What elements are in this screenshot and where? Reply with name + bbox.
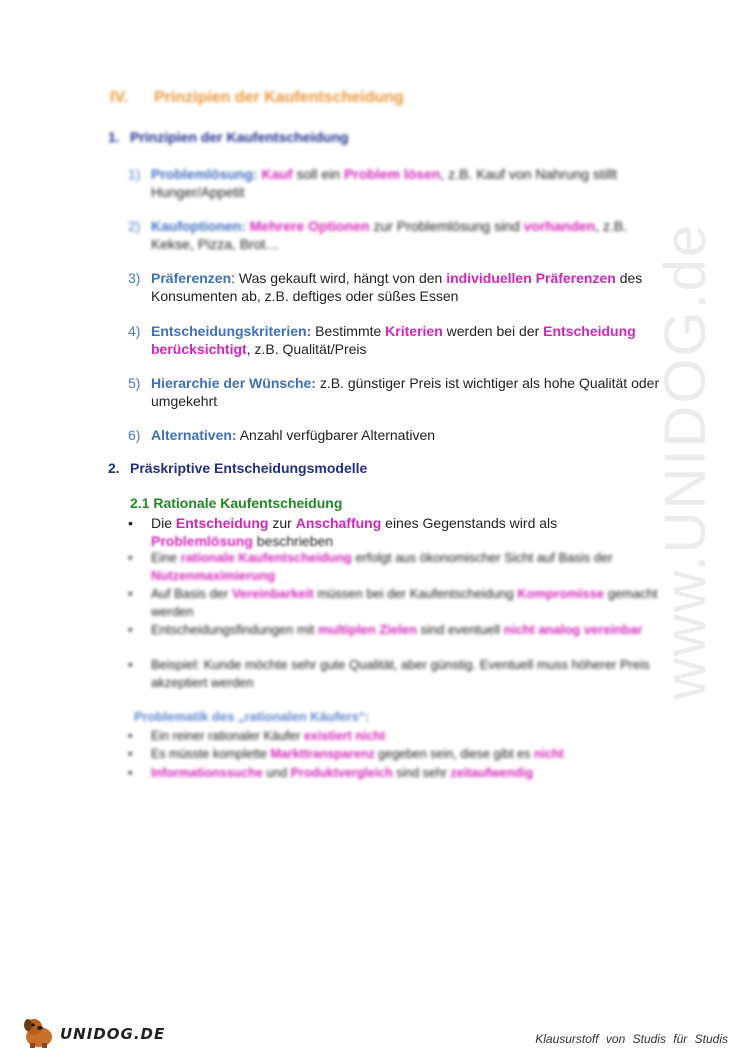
keyword: Präferenzen (151, 270, 232, 286)
bullet-item (128, 656, 658, 692)
item-number: 3) (128, 270, 141, 286)
keyword: Anschaffung (295, 515, 382, 531)
keyword: nicht analog vereinbar (503, 622, 643, 637)
keyword: Problem lösen (343, 166, 441, 182)
item-text (151, 374, 668, 410)
section-1-title: Prinzipien der Kaufentscheidung (130, 129, 349, 145)
keyword: Kompromisse (517, 586, 605, 601)
item-text (151, 165, 668, 201)
bullet-icon: • (128, 550, 133, 565)
bullet-text (151, 549, 658, 585)
text-run: Entscheidungsfindungen mit (151, 622, 318, 637)
text-run: müssen bei der Kaufentscheidung (313, 586, 518, 601)
bullet-text (151, 585, 658, 621)
keyword: Entscheidungskriterien: (151, 323, 312, 339)
text-run: und (262, 766, 291, 780)
keyword: Kriterien (385, 323, 443, 339)
problem-bullet-item (128, 764, 658, 782)
keyword: individuellen Präferenzen (446, 270, 616, 286)
subsection-heading: 2.1 Rationale Kaufentscheidung (130, 495, 343, 511)
keyword: existiert nicht (303, 729, 386, 743)
keyword: zeitaufwendig (450, 766, 534, 780)
section-1-heading (108, 129, 349, 145)
watermark: www.UNIDOG.de (653, 222, 718, 700)
logo-text: UNIDOG.DE (60, 1025, 166, 1043)
text-run: Ein reiner rationaler Käufer (151, 729, 304, 743)
bullet-text (151, 514, 658, 550)
item-number: 2) (128, 218, 141, 234)
bullet-icon: • (128, 586, 133, 601)
problem-heading: Problematik des „rationalen Käufers“: (134, 709, 370, 724)
bullet-item (128, 585, 658, 621)
bullet-icon: • (128, 622, 133, 637)
numbered-item (128, 426, 668, 444)
text-run: gegeben sein, diese gibt es (374, 747, 534, 761)
keyword: Produktvergleich (290, 766, 393, 780)
section-2-heading (108, 460, 367, 476)
text-run: Bestimmte (311, 323, 386, 339)
keyword: Nutzenmaximierung (151, 568, 276, 583)
chapter-number: IV. (110, 89, 129, 106)
problem-bullet-item (128, 727, 658, 745)
numbered-item (128, 374, 668, 410)
text-run: Beispiel: Kunde möchte sehr gute Qualität, aber günstig. Eventuell muss höherer Preis akzeptiert werden (151, 657, 650, 690)
text-run: , z.B. Kauf von Nahrung stillt Hunger/Appetit (151, 166, 618, 200)
bullet-text (151, 745, 658, 763)
text-run: soll ein (292, 166, 344, 182)
numbered-item (128, 269, 668, 305)
bullet-text (151, 621, 658, 639)
text-run: zur (268, 515, 296, 531)
text-run: Auf Basis der (151, 586, 232, 601)
item-text (151, 269, 668, 305)
bullet-icon: • (128, 747, 133, 761)
text-run: z.B. günstiger Preis ist wichtiger als hohe Qualität oder umgekehrt (151, 375, 660, 409)
keyword: Problemlösung: (151, 166, 258, 182)
bullet-text (151, 764, 658, 782)
bullet-text (151, 656, 658, 692)
chapter-heading (110, 89, 404, 107)
problem-bullet-item (128, 745, 658, 763)
text-run: gemacht werden (151, 586, 658, 619)
text-run: Es müsste komplette (151, 747, 271, 761)
keyword: nicht (533, 747, 564, 761)
keyword: Alternativen: (151, 427, 237, 443)
bullet-item (128, 621, 658, 639)
section-2-number: 2. (108, 460, 120, 476)
keyword: Informationssuche (151, 766, 263, 780)
item-number: 1) (128, 166, 141, 182)
bullet-icon: • (128, 766, 133, 780)
bullet-icon: • (128, 515, 133, 531)
text-run: , z.B. Qualität/Preis (246, 341, 367, 357)
dog-logo-icon (20, 1015, 58, 1049)
item-number: 6) (128, 427, 141, 443)
keyword: rationale Kaufentscheidung (180, 550, 352, 565)
text-run: sind sehr (392, 766, 451, 780)
text-run: zur Problemlösung sind (369, 218, 524, 234)
item-text (151, 426, 668, 444)
numbered-item (128, 217, 668, 253)
text-run: sind eventuell (416, 622, 504, 637)
chapter-title: Prinzipien der Kaufentscheidung (154, 89, 404, 106)
section-1-number: 1. (108, 129, 120, 145)
bullet-text (151, 727, 658, 745)
keyword: Vereinbarkeit (231, 586, 314, 601)
keyword: Entscheidung (175, 515, 269, 531)
numbered-item (128, 322, 668, 358)
text-run: Die (151, 515, 176, 531)
keyword: Hierarchie der Wünsche: (151, 375, 316, 391)
keyword: Markttransparenz (270, 747, 375, 761)
bullet-item (128, 549, 658, 585)
text-run: werden bei der (442, 323, 544, 339)
text-run: , z.B. Kekse, Pizza, Brot… (151, 218, 628, 252)
item-number: 5) (128, 375, 141, 391)
text-run: beschrieben (252, 533, 334, 549)
section-2-title: Präskriptive Entscheidungsmodelle (130, 460, 368, 476)
bullet-icon: • (128, 729, 133, 743)
item-number: 4) (128, 323, 141, 339)
text-run: eines Gegenstands wird als (381, 515, 558, 531)
keyword: Kaufoptionen: (151, 218, 246, 234)
keyword: Problemlösung (151, 533, 253, 549)
text-run: : Was gekauft wird, hängt von den (231, 270, 447, 286)
text-run: des Konsumenten ab, z.B. deftiges oder süßes Essen (151, 270, 643, 304)
numbered-item (128, 165, 668, 201)
text-run: Eine (151, 550, 181, 565)
bullet-item (128, 514, 658, 550)
bullet-icon: • (128, 657, 133, 672)
item-text (151, 322, 668, 358)
footer-tagline: Klausurstoff von Studis für Studis (535, 1032, 728, 1046)
keyword: Kauf (261, 166, 293, 182)
keyword: Entscheidung berücksichtigt (151, 323, 636, 357)
keyword: Mehrere Optionen (249, 218, 370, 234)
item-text (151, 217, 668, 253)
keyword: vorhanden (523, 218, 596, 234)
text-run: Anzahl verfügbarer Alternativen (236, 427, 436, 443)
keyword: multiplen Zielen (317, 622, 417, 637)
text-run: erfolgt aus ökonomischer Sicht auf Basis der (351, 550, 613, 565)
